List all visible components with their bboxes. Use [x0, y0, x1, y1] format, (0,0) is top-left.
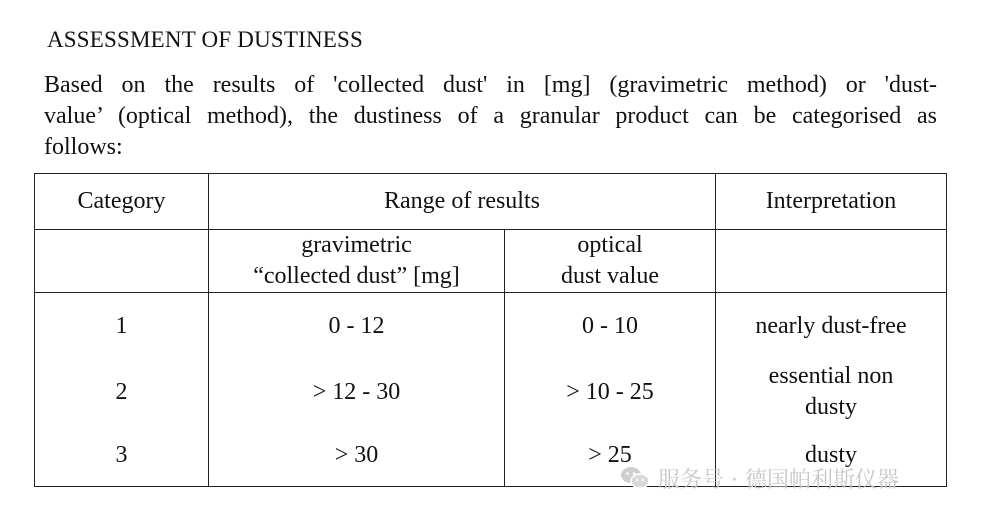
- cell-gravimetric: > 30: [209, 425, 505, 487]
- intro-paragraph: [44, 70, 937, 163]
- cell-gravimetric: > 12 - 30: [209, 359, 505, 425]
- subheader-optical-line2: dust value: [561, 263, 659, 289]
- subheader-gravimetric-line2: “collected dust” [mg]: [253, 263, 460, 289]
- table-subheader-row: [35, 230, 947, 293]
- watermark-text: 服务号 · 德国帕利斯仪器: [658, 467, 899, 493]
- subheader-optical: [505, 230, 716, 293]
- header-interpretation: Interpretation: [716, 174, 947, 230]
- subheader-optical-line1: optical: [577, 232, 643, 258]
- header-category: Category: [35, 174, 209, 230]
- intro-line-3: follows:: [44, 134, 123, 160]
- cell-interpretation-line1: dusty: [804, 442, 857, 468]
- cell-optical: 0 - 10: [505, 293, 716, 360]
- table-row: [35, 293, 947, 360]
- subheader-empty-category: [35, 230, 209, 293]
- cell-interpretation-line2: dusty: [804, 394, 857, 420]
- page-title: ASSESSMENT OF DUSTINESS: [47, 27, 364, 52]
- watermark: [620, 458, 899, 498]
- cell-interpretation-line1: essential non: [768, 363, 894, 389]
- table-row: [35, 359, 947, 425]
- cell-category: 2: [35, 359, 209, 425]
- cell-interpretation: [716, 293, 947, 360]
- intro-line-1: Based on the results of 'collected dust' in [mg] (gravimetric method) or 'dust-: [44, 72, 937, 98]
- subheader-gravimetric-line1: gravimetric: [301, 232, 412, 258]
- intro-line-2: value’ (optical method), the dustiness of a granular product can be categorised as: [44, 103, 937, 129]
- cell-interpretation: [716, 359, 947, 425]
- cell-optical: > 25: [505, 425, 716, 487]
- cell-gravimetric: 0 - 12: [209, 293, 505, 360]
- cell-optical: > 10 - 25: [505, 359, 716, 425]
- cell-category: 1: [35, 293, 209, 360]
- wechat-icon: [620, 465, 650, 491]
- subheader-gravimetric: [209, 230, 505, 293]
- cell-category: 3: [35, 425, 209, 487]
- table-header-row: [35, 174, 947, 230]
- subheader-empty-interpretation: [716, 230, 947, 293]
- cell-interpretation-line1: nearly dust-free: [755, 312, 907, 339]
- header-range: Range of results: [209, 174, 716, 230]
- dustiness-table: [34, 173, 947, 487]
